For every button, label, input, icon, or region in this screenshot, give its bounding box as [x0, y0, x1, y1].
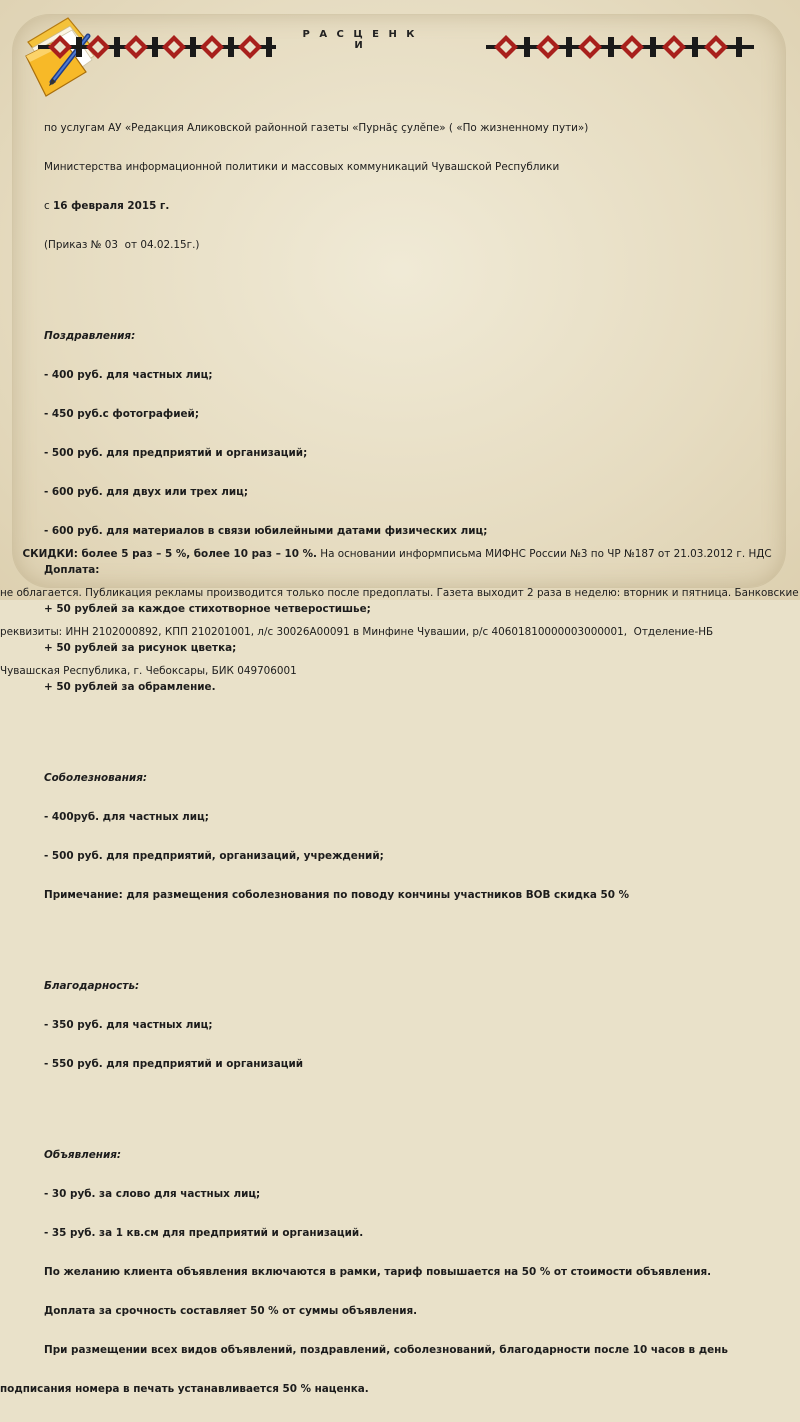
section-heading-thanks: Благодарность: [44, 980, 140, 992]
order-reference: (Приказ № 03 от 04.02.15г.) [44, 239, 200, 251]
effective-date-prefix: с [44, 200, 54, 212]
ads-rule: подписания номера в печать устанавливается 50 % наценка. [0, 1383, 369, 1395]
ads-rule: Доплата за срочность составляет 50 % от суммы объявления. [44, 1305, 418, 1317]
condolences-note: Примечание: для размещения соболезнования по поводу кончины участников ВОВ скидка 50 % [44, 889, 630, 901]
page-title: Р А С Ц Е Н К И [302, 29, 418, 51]
effective-date-value: 16 февраля 2015 г. [53, 200, 170, 212]
condolences-item: - 400руб. для частных лиц; [44, 811, 209, 823]
ads-item: - 35 руб. за 1 кв.см для предприятий и организаций. [44, 1227, 364, 1239]
ads-item: - 30 руб. за слово для частных лиц; [44, 1188, 261, 1200]
congrats-item: - 400 руб. для частных лиц; [44, 369, 213, 381]
bank-details-cont: Чувашская Республика, г. Чебоксары, БИК 049706001 [0, 665, 297, 677]
surcharge-item: + 50 рублей за каждое стихотворное четверостишье; [44, 603, 371, 615]
footer-line-2: не облагается. Публикация рекламы производится только после предоплаты. Газета выходит 2 раза в неделю: вторник и пятница. Банковские [0, 587, 799, 599]
header-line-1: по услугам АУ «Редакция Аликовской районной газеты «Пурнăç çулĕпе» ( «По жизненному пути») [44, 122, 589, 134]
bank-details: реквизиты: ИНН 2102000892, КПП 210201001, л/с 30026А00091 в Минфине Чувашии, р/с 40601810000003000001, Отделение-НБ [0, 626, 714, 638]
surcharge-item: + 50 рублей за обрамление. [44, 681, 216, 693]
surcharge-item: + 50 рублей за рисунок цветка; [44, 642, 237, 654]
ornament-right [486, 32, 754, 62]
discounts-label: СКИДКИ: более 5 раз – 5 %, более 10 раз – 10 %. [8, 548, 317, 560]
ornament-left [38, 32, 276, 62]
footer-notes [0, 522, 800, 704]
section-heading-congrats: Поздравления: [44, 330, 136, 342]
price-list [0, 96, 784, 1422]
thanks-item: - 350 руб. для частных лиц; [44, 1019, 213, 1031]
congrats-item: - 600 руб. для двух или трех лиц; [44, 486, 248, 498]
congrats-item: - 600 руб. для материалов в связи юбилейными датами физических лиц; [44, 525, 488, 537]
surcharge-heading: Доплата: [44, 564, 100, 576]
discounts-basis: На основании информписьма МИФНС России №3 по ЧР №187 от 21.03.2012 г. НДС [316, 548, 772, 560]
discounts-line [0, 548, 800, 561]
condolences-item: - 500 руб. для предприятий, организаций, учреждений; [44, 850, 384, 862]
ads-rule: При размещении всех видов объявлений, поздравлений, соболезнований, благодарности после 10 часов в день [44, 1344, 728, 1356]
header-line-2: Министерства информационной политики и массовых коммуникаций Чувашской Республики [44, 161, 560, 173]
congrats-item: - 500 руб. для предприятий и организаций; [44, 447, 308, 459]
congrats-item: - 450 руб.с фотографией; [44, 408, 199, 420]
ads-rule: По желанию клиента объявления включаются в рамки, тариф повышается на 50 % от стоимости объявления. [44, 1266, 712, 1278]
section-heading-condolences: Соболезнования: [44, 772, 148, 784]
effective-date [44, 200, 784, 213]
section-heading-ads: Объявления: [44, 1149, 122, 1161]
thanks-item: - 550 руб. для предприятий и организаций [44, 1058, 304, 1070]
